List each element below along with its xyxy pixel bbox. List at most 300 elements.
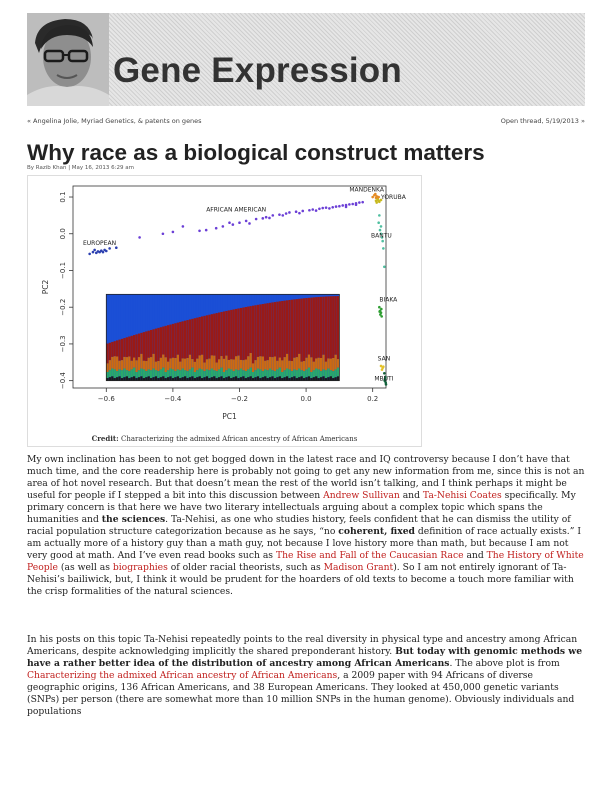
inset-bar-segment [322, 297, 324, 355]
inset-bar-segment [240, 377, 242, 380]
y-tick-label: 0.0 [59, 228, 67, 240]
inset-bar-segment [220, 312, 222, 356]
inset-bar-segment [169, 369, 171, 377]
inset-bar-segment [247, 307, 249, 357]
inset-bar-segment [143, 361, 145, 370]
inset-bar-segment [301, 299, 303, 362]
inset-bar-segment [223, 359, 225, 372]
data-point [383, 372, 386, 375]
inset-bar-segment [250, 294, 252, 306]
inset-bar-segment [208, 370, 210, 378]
inset-bar-segment [145, 377, 147, 380]
inset-bar-segment [199, 376, 201, 380]
inset-bar-segment [296, 357, 298, 370]
x-tick-label: −0.4 [164, 395, 182, 403]
inset-bar-segment [228, 376, 230, 380]
data-point [215, 227, 218, 230]
inset-bar-segment [126, 376, 128, 380]
inset-bar-segment [126, 370, 128, 376]
inset-bar-segment [303, 294, 305, 298]
inset-bar-segment [174, 371, 176, 377]
inset-bar-segment [206, 376, 208, 380]
inset-bar-segment [269, 377, 271, 380]
inset-bar-segment [322, 376, 324, 380]
author-avatar [27, 13, 109, 106]
inset-bar-segment [240, 360, 242, 369]
inset-bar-segment [269, 303, 271, 357]
inset-bar-segment [281, 360, 283, 372]
post-title[interactable]: Why race as a biological construct matters [27, 140, 485, 165]
inset-bar-segment [201, 294, 203, 316]
inset-bar-segment [118, 361, 120, 370]
post-byline: By Razib Khan | May 16, 2013 6:29 am [27, 165, 134, 171]
inset-bar-segment [225, 311, 227, 356]
inset-bar-segment [126, 294, 128, 337]
inset-bar-segment [291, 377, 293, 380]
inset-bar-segment [335, 377, 337, 380]
inset-bar-segment [228, 369, 230, 377]
inset-bar-segment [235, 369, 237, 376]
inset-bar-segment [179, 362, 181, 371]
inset-bar-segment [228, 360, 230, 369]
inset-bar-segment [165, 294, 167, 326]
inset-bar-segment [157, 294, 159, 328]
inset-bar-segment [194, 294, 196, 318]
inset-bar-segment [116, 371, 118, 377]
inset-bar-segment [271, 302, 273, 357]
inset-bar-segment [303, 361, 305, 371]
inset-bar-segment [196, 294, 198, 317]
data-point [318, 207, 321, 210]
data-point [377, 196, 380, 199]
inset-bar-segment [218, 359, 220, 369]
inset-bar-segment [182, 369, 184, 378]
inset-bar-segment [138, 294, 140, 333]
body-text: In his posts on this topic Ta-Nehisi repeatedly points to the real diversity in physical type and ancestry among African Americans, despite acknowledging implicitly the shared preponderant history. [27, 634, 578, 657]
inset-bar-segment [118, 340, 120, 361]
inset-bar-segment [310, 357, 312, 372]
inset-bar-segment [293, 376, 295, 380]
inset-bar-segment [167, 362, 169, 371]
data-point [92, 251, 95, 254]
inset-bar-segment [116, 340, 118, 356]
inset-bar-segment [131, 377, 133, 380]
data-point [377, 221, 380, 224]
inset-bar-segment [230, 369, 232, 378]
inset-bar-segment [118, 376, 120, 380]
inset-bar-segment [138, 334, 140, 358]
inset-bar-segment [235, 294, 237, 309]
data-point [328, 207, 331, 210]
inset-bar-segment [284, 370, 286, 377]
inset-bar-segment [252, 363, 254, 372]
inset-bar-segment [135, 372, 137, 378]
inset-bar-segment [201, 355, 203, 370]
inset-bar-segment [242, 376, 244, 380]
prev-post-link[interactable]: « Angelina Jolie, Myriad Genetics, & patents on genes [27, 117, 202, 125]
inset-bar-segment [152, 354, 154, 369]
inset-bar-segment [223, 311, 225, 358]
inset-bar-segment [264, 361, 266, 370]
inset-bar-segment [121, 360, 123, 370]
inline-link[interactable]: Andrew Sullivan [323, 490, 400, 501]
data-point [102, 251, 105, 254]
inset-bar-segment [184, 370, 186, 376]
data-point [379, 229, 382, 232]
inset-bar-segment [186, 320, 188, 358]
inset-bar-segment [237, 370, 239, 378]
inset-bar-segment [177, 376, 179, 380]
inset-bar-segment [225, 294, 227, 311]
inset-bar-segment [267, 303, 269, 360]
data-point [261, 217, 264, 220]
inset-bar-segment [271, 376, 273, 380]
inset-bar-segment [160, 327, 162, 358]
inset-bar-segment [206, 359, 208, 369]
inset-bar-segment [337, 359, 339, 368]
inset-bar-segment [276, 369, 278, 377]
inset-bar-segment [286, 369, 288, 377]
inset-bar-segment [191, 368, 193, 377]
inset-bar-segment [288, 300, 290, 361]
data-point [162, 232, 165, 235]
inset-bar-segment [301, 370, 303, 376]
inset-bar-segment [301, 376, 303, 380]
inset-bar-segment [152, 329, 154, 354]
inset-bar-segment [211, 377, 213, 380]
inset-bar-segment [298, 299, 300, 354]
inset-bar-segment [186, 371, 188, 378]
inset-bar-segment [150, 370, 152, 378]
inset-bar-segment [257, 305, 259, 357]
inset-bar-segment [174, 294, 176, 323]
data-point [383, 266, 386, 269]
inset-bar-segment [262, 377, 264, 380]
inset-bar-segment [152, 377, 154, 380]
bold-text: coherent, fixed [338, 526, 415, 537]
inset-bar-segment [155, 329, 157, 362]
inset-bar-segment [335, 355, 337, 370]
inset-bar-segment [148, 331, 150, 358]
data-point [205, 229, 208, 232]
inset-bar-segment [114, 369, 116, 378]
data-point [355, 203, 358, 206]
inset-bar-segment [269, 357, 271, 369]
inset-bar-segment [325, 362, 327, 371]
inset-bar-segment [233, 377, 235, 380]
body-text: (as well as [58, 562, 113, 573]
inset-bar-segment [286, 376, 288, 380]
blog-header [27, 13, 585, 106]
inset-bar-segment [203, 316, 205, 363]
inset-bar-segment [169, 376, 171, 380]
inset-bar-segment [121, 370, 123, 378]
inset-bar-segment [237, 356, 239, 371]
inset-bar-segment [247, 377, 249, 380]
inset-bar-segment [167, 370, 169, 377]
figure-caption [28, 434, 421, 443]
inset-bar-segment [126, 357, 128, 370]
inset-bar-segment [276, 361, 278, 370]
inset-bar-segment [313, 294, 315, 297]
inset-bar-segment [133, 294, 135, 335]
inset-bar-segment [148, 294, 150, 330]
y-tick-label: −0.1 [59, 261, 67, 279]
inset-bar-segment [276, 302, 278, 361]
data-point [378, 306, 381, 309]
inset-bar-segment [296, 299, 298, 357]
inset-bar-segment [160, 377, 162, 380]
inset-bar-segment [308, 294, 310, 297]
inset-bar-segment [303, 298, 305, 361]
inset-bar-segment [284, 301, 286, 357]
y-tick-label: −0.2 [59, 298, 67, 316]
body-text: , a 2009 paper with 94 Africans of diverse geographic origins, 136 African Americans, and 38 European Americans. They looked at 450,000 genetic variants (SNPs) per person (there are somewhat more than 10 million SNPs in the human genome). Obviously individuals and populations [27, 670, 575, 717]
inset-bar-segment [213, 376, 215, 380]
inset-bar-segment [281, 301, 283, 360]
inset-bar-segment [291, 300, 293, 361]
group-label: BANTU [371, 232, 392, 240]
inset-bar-segment [281, 294, 283, 301]
inset-bar-segment [172, 324, 174, 358]
inset-bar-segment [271, 370, 273, 376]
inset-bar-segment [150, 330, 152, 357]
inset-bar-segment [211, 369, 213, 378]
inset-bar-segment [259, 369, 261, 378]
inset-bar-segment [186, 294, 188, 320]
inset-bar-segment [291, 361, 293, 371]
caption-text: Characterizing the admixed African ancestry of African Americans [120, 435, 358, 443]
inset-bar-segment [245, 294, 247, 307]
inset-bar-segment [315, 376, 317, 380]
inset-bar-segment [128, 371, 130, 378]
inline-link[interactable]: Ta-Nehisi Coates [422, 490, 502, 501]
inset-bar-segment [191, 319, 193, 359]
inset-bar-segment [162, 368, 164, 377]
inset-bar-segment [131, 369, 133, 377]
inset-bar-segment [114, 356, 116, 369]
bold-text: the sciences [101, 514, 166, 525]
inset-bar-segment [274, 371, 276, 378]
inset-bar-segment [162, 294, 164, 326]
inset-bar-segment [201, 316, 203, 354]
data-point [182, 225, 185, 228]
data-point [382, 365, 385, 368]
data-point [255, 218, 258, 221]
inset-bar-segment [145, 361, 147, 371]
data-point [232, 223, 235, 226]
inset-bar-segment [148, 376, 150, 380]
inset-bar-segment [152, 369, 154, 378]
inset-bar-segment [247, 356, 249, 369]
inset-bar-segment [203, 377, 205, 380]
group-label: EUROPEAN [82, 239, 117, 247]
inset-bar-segment [259, 304, 261, 356]
inline-link[interactable]: The Rise and Fall of the Caucasian Race [275, 550, 464, 561]
data-point [381, 368, 384, 371]
inset-bar-segment [325, 370, 327, 378]
data-point [380, 315, 383, 318]
group-label: MBUTI [374, 375, 394, 383]
y-tick-label: −0.3 [59, 335, 67, 353]
inset-bar-segment [332, 371, 334, 378]
inset-bar-segment [322, 355, 324, 370]
inset-bar-segment [225, 370, 227, 377]
data-point [375, 201, 378, 204]
inset-bar-segment [315, 297, 317, 358]
inset-bar-segment [220, 376, 222, 380]
inset-bar-segment [279, 368, 281, 377]
data-point [271, 214, 274, 217]
data-point [88, 253, 91, 256]
inset-bar-segment [123, 338, 125, 357]
inset-bar-segment [167, 377, 169, 380]
inset-bar-segment [310, 372, 312, 378]
inset-bar-segment [291, 371, 293, 377]
inset-bar-segment [131, 361, 133, 370]
inset-bar-segment [276, 294, 278, 301]
y-axis-label: PC2 [41, 279, 50, 295]
body-text: My own inclination has been to not get bogged down in the latest race and IQ controversy because I don’t have that much time, and the core readership here is probably not going to get any new information from me, since this is not an area of hot novel research. But that doesn’t mean the rest of the world isn’t talking, and I think perhaps it might be useful for people if I stepped a bit into this discussion between [27, 454, 585, 501]
data-point [228, 221, 231, 224]
inset-bar-segment [177, 369, 179, 376]
next-post-link[interactable]: Open thread, 5/19/2013 » [500, 117, 585, 125]
inset-bar-segment [320, 371, 322, 377]
inset-bar-segment [138, 357, 140, 370]
inline-link[interactable]: Characterizing the admixed African ancestry of African Americans [27, 670, 338, 681]
inline-link[interactable]: Madison Grant [323, 562, 394, 573]
inset-bar-segment [320, 358, 322, 371]
inset-bar-segment [169, 294, 171, 324]
data-point [238, 221, 241, 224]
inset-bar-segment [194, 372, 196, 378]
inset-bar-segment [218, 294, 220, 312]
inset-bar-segment [320, 377, 322, 380]
inset-bar-segment [308, 376, 310, 380]
inset-bar-segment [218, 313, 220, 360]
inset-bar-segment [196, 377, 198, 380]
x-tick-label: 0.2 [367, 395, 379, 403]
inset-bar-segment [313, 362, 315, 371]
inset-bar-segment [252, 294, 254, 305]
inset-bar-segment [179, 294, 181, 322]
inset-bar-segment [131, 294, 133, 335]
inline-link[interactable]: biographies [112, 562, 168, 573]
blog-title[interactable]: Gene Expression [113, 51, 402, 90]
inset-bar-segment [123, 377, 125, 380]
inset-bar-segment [235, 356, 237, 369]
inset-bar-segment [276, 377, 278, 380]
inset-bar-segment [245, 371, 247, 378]
inset-bar-segment [123, 357, 125, 369]
inset-bar-segment [182, 377, 184, 380]
inset-bar-segment [225, 356, 227, 371]
inset-bar-segment [293, 369, 295, 376]
inset-bar-segment [262, 371, 264, 377]
inset-bar-segment [250, 368, 252, 377]
inset-bar-segment [128, 294, 130, 336]
data-point [338, 205, 341, 208]
inset-bar-segment [203, 371, 205, 377]
inset-bar-segment [298, 294, 300, 298]
inset-bar-segment [279, 294, 281, 301]
data-point [278, 213, 281, 216]
body-text: specifically. My primary concern is that here we have two literary intellectuals arguing about a complex topic which spans the humanities and [27, 490, 576, 525]
inset-bar-segment [220, 294, 222, 312]
inset-bar-segment [199, 317, 201, 355]
inset-bar-segment [223, 372, 225, 378]
inset-bar-segment [189, 369, 191, 377]
data-point [295, 210, 298, 213]
inset-bar-segment [318, 297, 320, 358]
inset-bar-segment [148, 358, 150, 370]
inset-bar-segment [245, 307, 247, 359]
inset-bar-segment [264, 376, 266, 380]
inset-bar-segment [279, 376, 281, 380]
inset-bar-segment [196, 318, 198, 359]
inset-bar-segment [310, 294, 312, 297]
inline-link[interactable]: The History of White People [27, 550, 584, 573]
inset-bar-segment [157, 328, 159, 361]
data-point [345, 206, 348, 209]
inset-bar-segment [325, 296, 327, 361]
inset-bar-segment [245, 360, 247, 372]
inset-bar-segment [274, 302, 276, 356]
inset-bar-segment [264, 304, 266, 361]
inset-bar-segment [111, 369, 113, 377]
data-point [248, 222, 251, 225]
inset-bar-segment [267, 360, 269, 370]
inset-bar-segment [233, 294, 235, 309]
inset-bar-segment [184, 294, 186, 320]
inset-bar-segment [109, 360, 111, 370]
inset-bar-segment [186, 358, 188, 371]
inset-bar-segment [288, 369, 290, 378]
inset-bar-segment [216, 363, 218, 372]
data-point [311, 208, 314, 211]
data-point [281, 214, 284, 217]
inset-bar-segment [257, 376, 259, 380]
inset-bar-segment [133, 335, 135, 358]
body-text: definition of race actually exists.” I am actually more of a history guy than a math guy, not because I love history more than math, but because I am not very good at math. And I’ve even read books such as [27, 526, 581, 561]
inset-bar-segment [318, 369, 320, 378]
inset-bar-segment [315, 294, 317, 297]
inset-bar-segment [177, 294, 179, 322]
body-text: . The above plot is from [449, 658, 560, 669]
inset-bar-segment [327, 358, 329, 368]
inset-bar-segment [160, 358, 162, 370]
inset-bar-segment [335, 296, 337, 355]
group-label: AFRICAN AMERICAN [206, 206, 267, 214]
x-tick-label: −0.2 [230, 395, 248, 403]
inset-bar-segment [254, 294, 256, 305]
y-tick-label: −0.4 [59, 372, 67, 390]
inset-bar-segment [291, 294, 293, 299]
inset-bar-segment [242, 294, 244, 307]
inset-bar-segment [138, 377, 140, 380]
inset-bar-segment [313, 370, 315, 377]
inset-bar-segment [208, 359, 210, 371]
inset-bar-segment [318, 358, 320, 370]
inset-bar-segment [305, 298, 307, 358]
group-label: BIAKA [379, 296, 398, 304]
inset-bar-segment [135, 360, 137, 372]
inset-bar-segment [131, 336, 133, 361]
inset-bar-segment [167, 325, 169, 361]
inset-bar-segment [140, 369, 142, 377]
inset-bar-segment [216, 294, 218, 313]
inset-bar-segment [330, 370, 332, 376]
